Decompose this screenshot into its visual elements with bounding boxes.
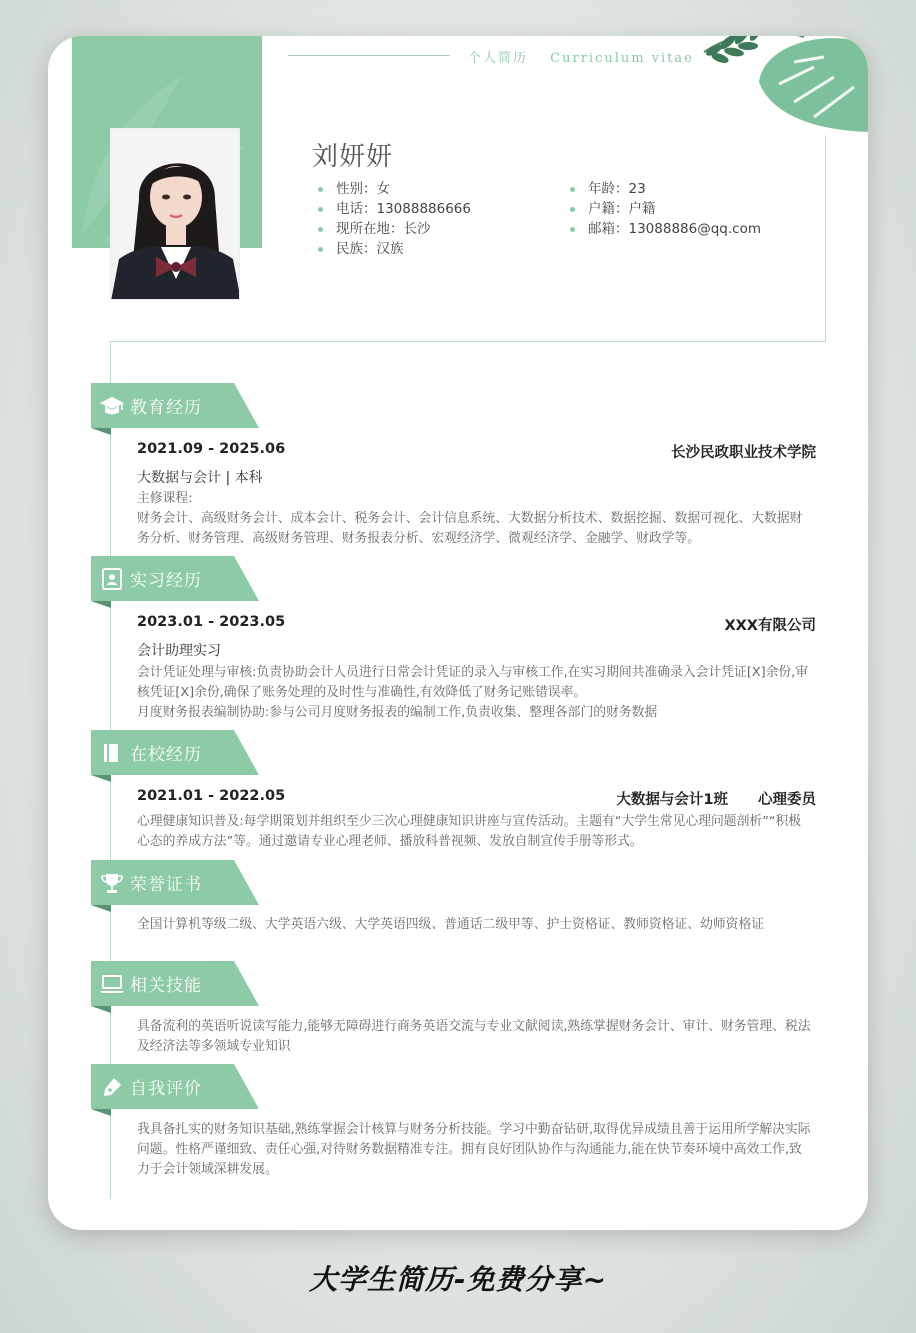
section-campus — [91, 730, 261, 782]
internship-company: XXX有限公司 — [724, 618, 816, 634]
frame-line-bottom — [110, 341, 826, 342]
laptop-icon — [99, 972, 125, 996]
section-title-self-eval: 自我评价 — [130, 1079, 202, 1099]
section-title-education: 教育经历 — [130, 398, 202, 418]
section-education — [91, 383, 261, 435]
info-gender: 性别：女 — [316, 179, 471, 199]
header-divider-line — [288, 55, 450, 56]
internship-desc-1: 会计凭证处理与审核:负责协助会计人员进行日常会计凭证的录入与审核工作,在实习期间共准确录入会计凭证[X]余份,审核凭证[X]余份,确保了账务处理的及时性与准确性,有效降低了财务记账错误率。 — [137, 665, 809, 700]
self-eval-desc: 我具备扎实的财务知识基础,熟练掌握会计核算与财务分析技能。学习中勤奋钻研,取得优异成绩且善于运用所学解决实际问题。性格严谨细致、责任心强,对待财务数据精准专注。拥有良好团队协作与沟通能力,能在快节奏环境中高效工作,致力于会计领域深耕发展。 — [137, 1122, 811, 1177]
frame-line-right — [825, 136, 826, 342]
info-location: 现所在地：长沙 — [316, 219, 471, 239]
honors-desc: 全国计算机等级二级、大学英语六级、大学英语四级、普通话二级甲等、护士资格证、教师资格证、幼师资格证 — [137, 917, 765, 932]
campus-desc: 心理健康知识普及:每学期策划并组织至少三次心理健康知识讲座与宣传活动。主题有“大学生常见心理问题剖析”“积极心态的养成方法”等。通过邀请专业心理老师、播放科普视频、发放自制宣传手册等形式。 — [137, 814, 802, 849]
internship-role: 会计助理实习 — [137, 643, 221, 659]
ribbon-fold — [91, 428, 111, 435]
info-email: 邮箱：13088886@qq.com — [568, 219, 761, 239]
section-title-skills: 相关技能 — [130, 976, 202, 996]
header-tag-en: Curriculum vitae — [550, 51, 694, 66]
section-title-internship: 实习经历 — [130, 571, 202, 591]
education-date: 2021.09 - 2025.06 — [137, 441, 286, 457]
internship-desc-2: 月度财务报表编制协助:参与公司月度财务报表的编制工作,负责收集、整理各部门的财务数据 — [137, 705, 658, 720]
section-internship — [91, 556, 261, 608]
profile-photo — [110, 128, 240, 300]
campus-org: 大数据与会计1班 — [616, 792, 728, 808]
trophy-icon — [99, 871, 125, 895]
avatar — [111, 129, 240, 300]
ribbon-fold — [91, 1109, 111, 1116]
graduation-cap-icon — [99, 394, 125, 418]
education-courses-label: 主修课程: — [137, 491, 193, 506]
pen-nib-icon — [99, 1075, 125, 1099]
section-self-eval — [91, 1064, 261, 1116]
campus-org-position — [616, 788, 816, 809]
info-age: 年龄：23 — [568, 179, 761, 199]
ribbon-fold — [91, 775, 111, 782]
education-major: 大数据与会计 | 本科 — [137, 470, 263, 486]
section-title-campus: 在校经历 — [130, 745, 202, 765]
education-school: 长沙民政职业技术学院 — [671, 445, 816, 461]
header-tag-cn: 个人简历 — [468, 51, 529, 66]
profile-info-right — [568, 179, 761, 239]
monstera-leaf-icon — [684, 36, 868, 132]
footer-caption: 大学生简历-免费分享~ — [308, 1263, 608, 1296]
info-ethnicity: 民族：汉族 — [316, 239, 471, 259]
profile-name: 刘妍妍 — [312, 142, 394, 172]
ribbon-fold — [91, 905, 111, 912]
id-card-icon — [99, 567, 125, 591]
section-honors — [91, 860, 261, 912]
skills-desc: 具备流利的英语听说读写能力,能够无障碍进行商务英语交流与专业文献阅读,熟练掌握财务会计、审计、财务管理、税法及经济法等多领域专业知识 — [137, 1019, 811, 1054]
section-title-honors: 荣誉证书 — [130, 875, 202, 895]
info-phone: 电话：13088886666 — [316, 199, 471, 219]
section-skills — [91, 961, 261, 1013]
book-icon — [99, 741, 125, 765]
profile-info-left — [316, 179, 471, 259]
info-hukou: 户籍：户籍 — [568, 199, 761, 219]
internship-date: 2023.01 - 2023.05 — [137, 614, 286, 630]
ribbon-fold — [91, 1006, 111, 1013]
resume-card — [48, 36, 868, 1230]
campus-position: 心理委员 — [758, 792, 816, 808]
ribbon-fold — [91, 601, 111, 608]
campus-date: 2021.01 - 2022.05 — [137, 788, 286, 804]
education-courses: 财务会计、高级财务会计、成本会计、税务会计、会计信息系统、大数据分析技术、数据挖掘、数据可视化、大数据财务分析、财务管理、高级财务管理、财务报表分析、宏观经济学、微观经济学、金融学、财政学等。 — [137, 511, 803, 546]
header-tag — [468, 47, 694, 66]
